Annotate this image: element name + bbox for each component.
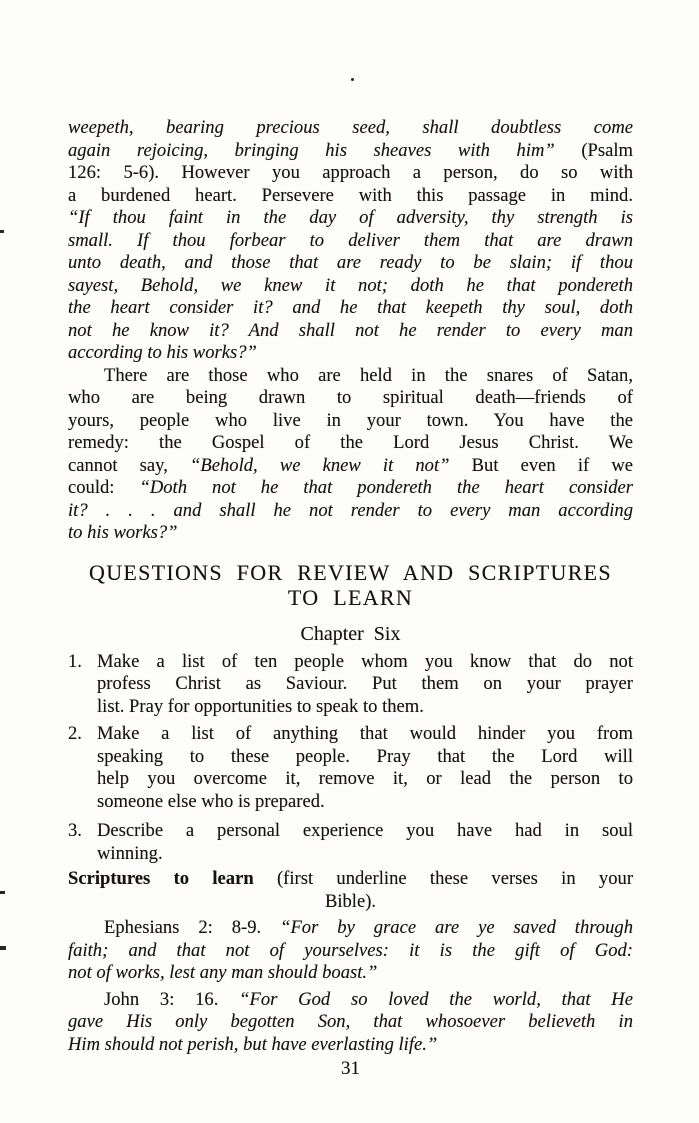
question-number: 2. — [68, 723, 82, 744]
text-run: (Psalm — [554, 139, 633, 161]
text-run: according to his works?” — [68, 342, 257, 363]
question-number: 3. — [68, 820, 82, 841]
text-line — [68, 455, 633, 478]
text-line — [68, 522, 633, 545]
text-run: list. Pray for opportunities to speak to them. — [97, 695, 424, 717]
text-run: Describe a personal experience you have had in soul — [97, 820, 633, 841]
text-run: Make a list of anything that would hinder you from — [97, 723, 633, 744]
text-line — [68, 297, 633, 320]
text-line — [68, 500, 633, 523]
chapter-subheading: Chapter Six — [300, 622, 401, 645]
text-line — [68, 917, 633, 940]
text-run: speaking to these people. Pray that the Lord will — [97, 745, 633, 767]
text-line — [68, 1011, 633, 1034]
text-run: to his works?” — [68, 522, 178, 543]
heading-line-2: TO LEARN — [287, 584, 414, 610]
text-run: “Doth not he that pondereth the heart consider — [139, 477, 633, 498]
text-line — [97, 673, 633, 696]
text-line — [68, 962, 633, 985]
text-run: gave His only begotten Son, that whosoever believeth in — [68, 1011, 633, 1032]
text-run: yours, people who live in your town. You have the — [68, 409, 633, 431]
text-run: could: — [68, 477, 140, 498]
text-run: weepeth, bearing precious seed, shall doubtless come — [68, 117, 633, 138]
text-run: “Behold, we knew it not” — [190, 454, 450, 476]
heading-line-1: QUESTIONS FOR REVIEW AND SCRIPTURES — [89, 559, 612, 585]
text-line — [68, 342, 633, 365]
text-line — [97, 791, 633, 814]
text-line — [68, 275, 633, 298]
text-run: winning. — [97, 842, 163, 864]
question-number: 1. — [68, 650, 82, 672]
text-line — [97, 746, 633, 769]
text-run: Scriptures to learn — [68, 868, 254, 889]
scripture-john — [68, 989, 633, 1057]
scan-edge-mark — [0, 891, 5, 894]
text-line — [68, 868, 633, 891]
question-text — [97, 651, 633, 719]
text-run: “For God so loved the world, that He — [239, 988, 633, 1010]
text-line — [68, 320, 633, 343]
text-line — [68, 117, 633, 140]
page-content — [68, 117, 633, 1081]
text-run: faith; and that not of yourselves: it is the gift of God: — [68, 939, 633, 961]
question-item-3 — [68, 820, 633, 865]
scan-edge-mark — [0, 946, 6, 950]
text-run: There are those who are held in the snares of Satan, — [104, 364, 633, 386]
text-run: not of works, lest any man should boast.” — [68, 962, 378, 983]
text-line — [68, 140, 633, 163]
question-item-2 — [68, 723, 633, 813]
scripture-ephesians — [68, 917, 633, 985]
scriptures-to-learn-heading — [68, 868, 633, 913]
text-line — [68, 410, 633, 433]
text-run: profess Christ as Saviour. Put them on your prayer — [97, 673, 633, 694]
text-line — [97, 696, 633, 719]
text-line — [68, 1034, 633, 1057]
text-line — [68, 477, 633, 500]
text-run: it? . . . and shall he not render to every man according — [68, 499, 633, 521]
text-run: But even if we — [449, 454, 633, 476]
text-run: the heart consider it? and he that keepeth thy soul, doth — [68, 297, 633, 318]
text-run: (first underline these verses in your — [253, 868, 634, 889]
text-run: help you overcome it, remove it, or lead the person to — [97, 768, 633, 789]
text-line — [68, 252, 633, 275]
text-run: Bible). — [324, 890, 377, 912]
text-line — [68, 230, 633, 253]
text-run: not he know it? And shall not he render to every man — [68, 319, 633, 341]
paragraph-snares-of-satan — [68, 365, 633, 545]
text-line — [97, 651, 633, 674]
scan-speck — [351, 78, 354, 81]
text-run: a burdened heart. Persevere with this passage in mind. — [68, 184, 633, 206]
text-run: remedy: the Gospel of the Lord Jesus Christ. We — [68, 432, 633, 453]
text-run: someone else who is prepared. — [97, 790, 325, 812]
text-run: Make a list of ten people whom you know that do not — [97, 650, 633, 672]
text-run: “If thou faint in the day of adversity, thy strength is — [68, 207, 633, 228]
text-line — [68, 387, 633, 410]
text-run: Ephesians 2: 8-9. — [104, 917, 281, 938]
scan-edge-mark — [0, 230, 4, 233]
text-run: again rejoicing, bringing his sheaves with him” — [68, 139, 555, 161]
text-line — [68, 185, 633, 208]
text-run: sayest, Behold, we knew it not; doth he that pondereth — [68, 274, 633, 296]
text-run: “For by grace are ye saved through — [280, 917, 633, 938]
question-text — [97, 820, 633, 865]
text-line — [68, 365, 633, 388]
question-text — [97, 723, 633, 813]
text-run: John 3: 16. — [104, 988, 240, 1010]
text-run: Him should not perish, but have everlasting life.” — [68, 1033, 438, 1055]
text-line — [97, 723, 633, 746]
text-line — [97, 820, 633, 843]
text-run: who are being drawn to spiritual death—friends of — [68, 387, 633, 408]
text-line — [97, 768, 633, 791]
text-line — [68, 162, 633, 185]
question-item-1 — [68, 651, 633, 719]
question-list — [68, 651, 633, 866]
page-number: 31 — [341, 1058, 360, 1079]
text-line — [68, 207, 633, 230]
text-line — [68, 432, 633, 455]
text-run: unto death, and those that are ready to be slain; if thou — [68, 252, 633, 273]
text-run: 126: 5-6). However you approach a person, do so with — [68, 162, 633, 183]
text-run: cannot say, — [68, 454, 191, 476]
section-heading — [68, 560, 633, 610]
text-line — [68, 940, 633, 963]
text-line — [68, 989, 633, 1012]
text-line — [97, 843, 633, 866]
paragraph-psalm-proverbs-quote — [68, 117, 633, 365]
text-run: small. If thou forbear to deliver them that are drawn — [68, 229, 633, 251]
text-line — [68, 891, 633, 914]
